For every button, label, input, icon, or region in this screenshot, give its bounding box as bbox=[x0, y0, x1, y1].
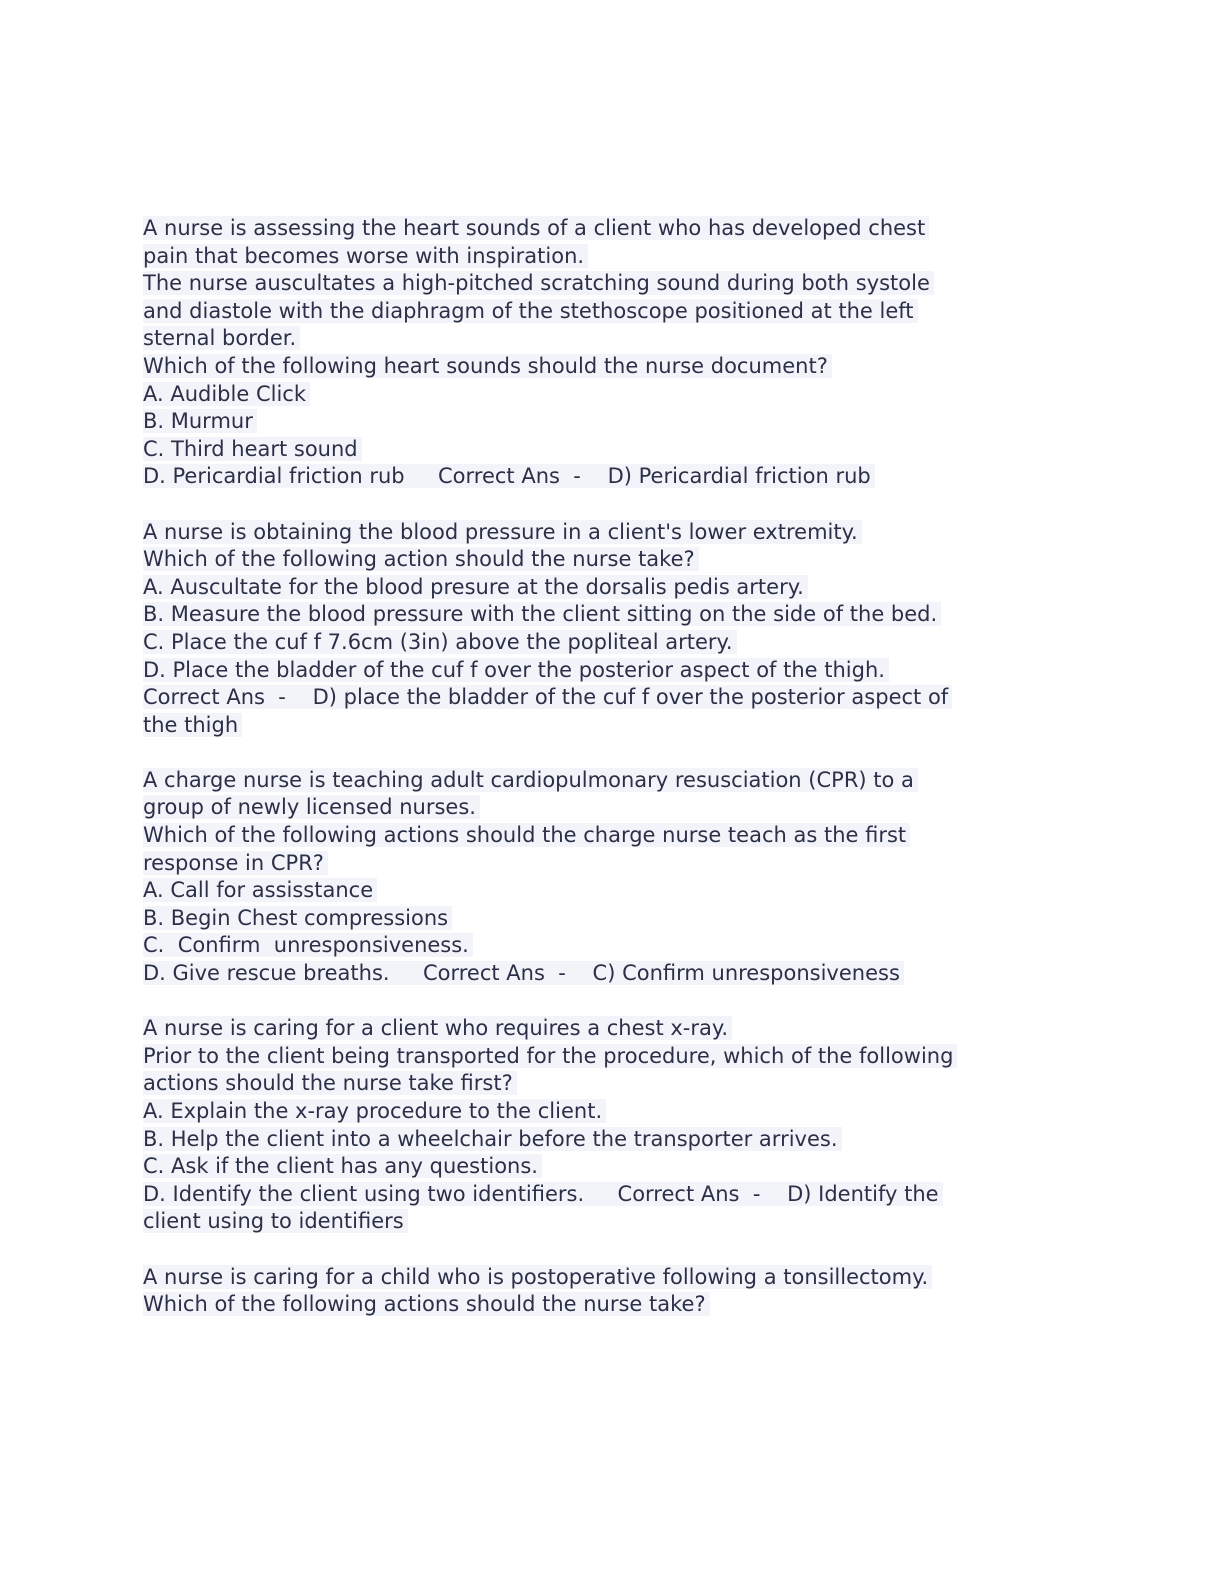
line-text: D. Give rescue breaths. Correct Ans - C) Confirm unresponsiveness bbox=[143, 961, 904, 985]
text-line bbox=[143, 270, 1083, 298]
text-line bbox=[143, 601, 1083, 629]
line-text: Correct Ans - D) place the bladder of the cuf f over the posterior aspect of bbox=[143, 685, 952, 709]
line-text: D. Pericardial friction rub Correct Ans - D) Pericardial friction rub bbox=[143, 464, 875, 488]
spacer bbox=[143, 988, 1083, 1016]
line-text: Which of the following actions should the nurse take? bbox=[143, 1292, 710, 1316]
question-block bbox=[143, 1015, 1083, 1236]
line-text: D. Identify the client using two identifiers. Correct Ans - D) Identify the bbox=[143, 1182, 943, 1206]
line-text: the thigh bbox=[143, 713, 242, 737]
line-text: B. Measure the blood pressure with the client sitting on the side of the bed. bbox=[143, 602, 941, 626]
line-text: C. Ask if the client has any questions. bbox=[143, 1154, 542, 1178]
line-text: sternal border. bbox=[143, 326, 300, 350]
text-line bbox=[143, 794, 1083, 822]
spacer bbox=[143, 1236, 1083, 1264]
question-block bbox=[143, 1264, 1083, 1319]
line-text: B. Help the client into a wheelchair before the transporter arrives. bbox=[143, 1127, 842, 1151]
line-text: Which of the following heart sounds should the nurse document? bbox=[143, 354, 832, 378]
line-text: D. Place the bladder of the cuf f over the posterior aspect of the thigh. bbox=[143, 658, 889, 682]
line-text: A charge nurse is teaching adult cardiopulmonary resusciation (CPR) to a bbox=[143, 768, 918, 792]
text-line bbox=[143, 850, 1083, 878]
line-text: A. Explain the x-ray procedure to the client. bbox=[143, 1099, 606, 1123]
text-line bbox=[143, 574, 1083, 602]
question-block bbox=[143, 215, 1083, 491]
line-text: A nurse is assessing the heart sounds of a client who has developed chest bbox=[143, 216, 929, 240]
text-line bbox=[143, 905, 1083, 933]
line-text: C. Third heart sound bbox=[143, 437, 362, 461]
line-text: client using to identifiers bbox=[143, 1209, 408, 1233]
line-text: C. Confirm unresponsiveness. bbox=[143, 933, 473, 957]
text-line bbox=[143, 1043, 1083, 1071]
text-line bbox=[143, 463, 1083, 491]
text-line bbox=[143, 1070, 1083, 1098]
line-text: C. Place the cuf f 7.6cm (3in) above the popliteal artery. bbox=[143, 630, 737, 654]
line-text: pain that becomes worse with inspiration. bbox=[143, 244, 588, 268]
text-line bbox=[143, 1291, 1083, 1319]
text-line bbox=[143, 932, 1083, 960]
text-line bbox=[143, 767, 1083, 795]
text-line bbox=[143, 1208, 1083, 1236]
text-line bbox=[143, 1098, 1083, 1126]
text-line bbox=[143, 712, 1083, 740]
text-line bbox=[143, 684, 1083, 712]
text-line bbox=[143, 215, 1083, 243]
question-block bbox=[143, 519, 1083, 740]
text-line bbox=[143, 629, 1083, 657]
text-line bbox=[143, 519, 1083, 547]
line-text: A. Audible Click bbox=[143, 382, 310, 406]
text-line bbox=[143, 408, 1083, 436]
line-text: Which of the following action should the nurse take? bbox=[143, 547, 699, 571]
document-body bbox=[143, 215, 1083, 1319]
text-line bbox=[143, 325, 1083, 353]
line-text: B. Murmur bbox=[143, 409, 257, 433]
text-line bbox=[143, 822, 1083, 850]
text-line bbox=[143, 1153, 1083, 1181]
text-line bbox=[143, 1015, 1083, 1043]
line-text: and diastole with the diaphragm of the stethoscope positioned at the left bbox=[143, 299, 918, 323]
line-text: The nurse auscultates a high-pitched scratching sound during both systole bbox=[143, 271, 934, 295]
line-text: A. Auscultate for the blood presure at the dorsalis pedis artery. bbox=[143, 575, 808, 599]
line-text: B. Begin Chest compressions bbox=[143, 906, 452, 930]
line-text: response in CPR? bbox=[143, 851, 328, 875]
line-text: group of newly licensed nurses. bbox=[143, 795, 480, 819]
text-line bbox=[143, 960, 1083, 988]
line-text: Prior to the client being transported for the procedure, which of the following bbox=[143, 1044, 957, 1068]
line-text: A nurse is caring for a child who is postoperative following a tonsillectomy. bbox=[143, 1265, 932, 1289]
text-line bbox=[143, 243, 1083, 271]
text-line bbox=[143, 657, 1083, 685]
line-text: A. Call for assisstance bbox=[143, 878, 377, 902]
text-line bbox=[143, 353, 1083, 381]
text-line bbox=[143, 381, 1083, 409]
text-line bbox=[143, 877, 1083, 905]
line-text: actions should the nurse take first? bbox=[143, 1071, 517, 1095]
text-line bbox=[143, 298, 1083, 326]
question-block bbox=[143, 767, 1083, 988]
text-line bbox=[143, 1126, 1083, 1154]
text-line bbox=[143, 436, 1083, 464]
line-text: A nurse is caring for a client who requires a chest x-ray. bbox=[143, 1016, 732, 1040]
spacer bbox=[143, 739, 1083, 767]
line-text: A nurse is obtaining the blood pressure in a client's lower extremity. bbox=[143, 520, 862, 544]
text-line bbox=[143, 546, 1083, 574]
spacer bbox=[143, 491, 1083, 519]
text-line bbox=[143, 1181, 1083, 1209]
text-line bbox=[143, 1264, 1083, 1292]
line-text: Which of the following actions should the charge nurse teach as the first bbox=[143, 823, 910, 847]
